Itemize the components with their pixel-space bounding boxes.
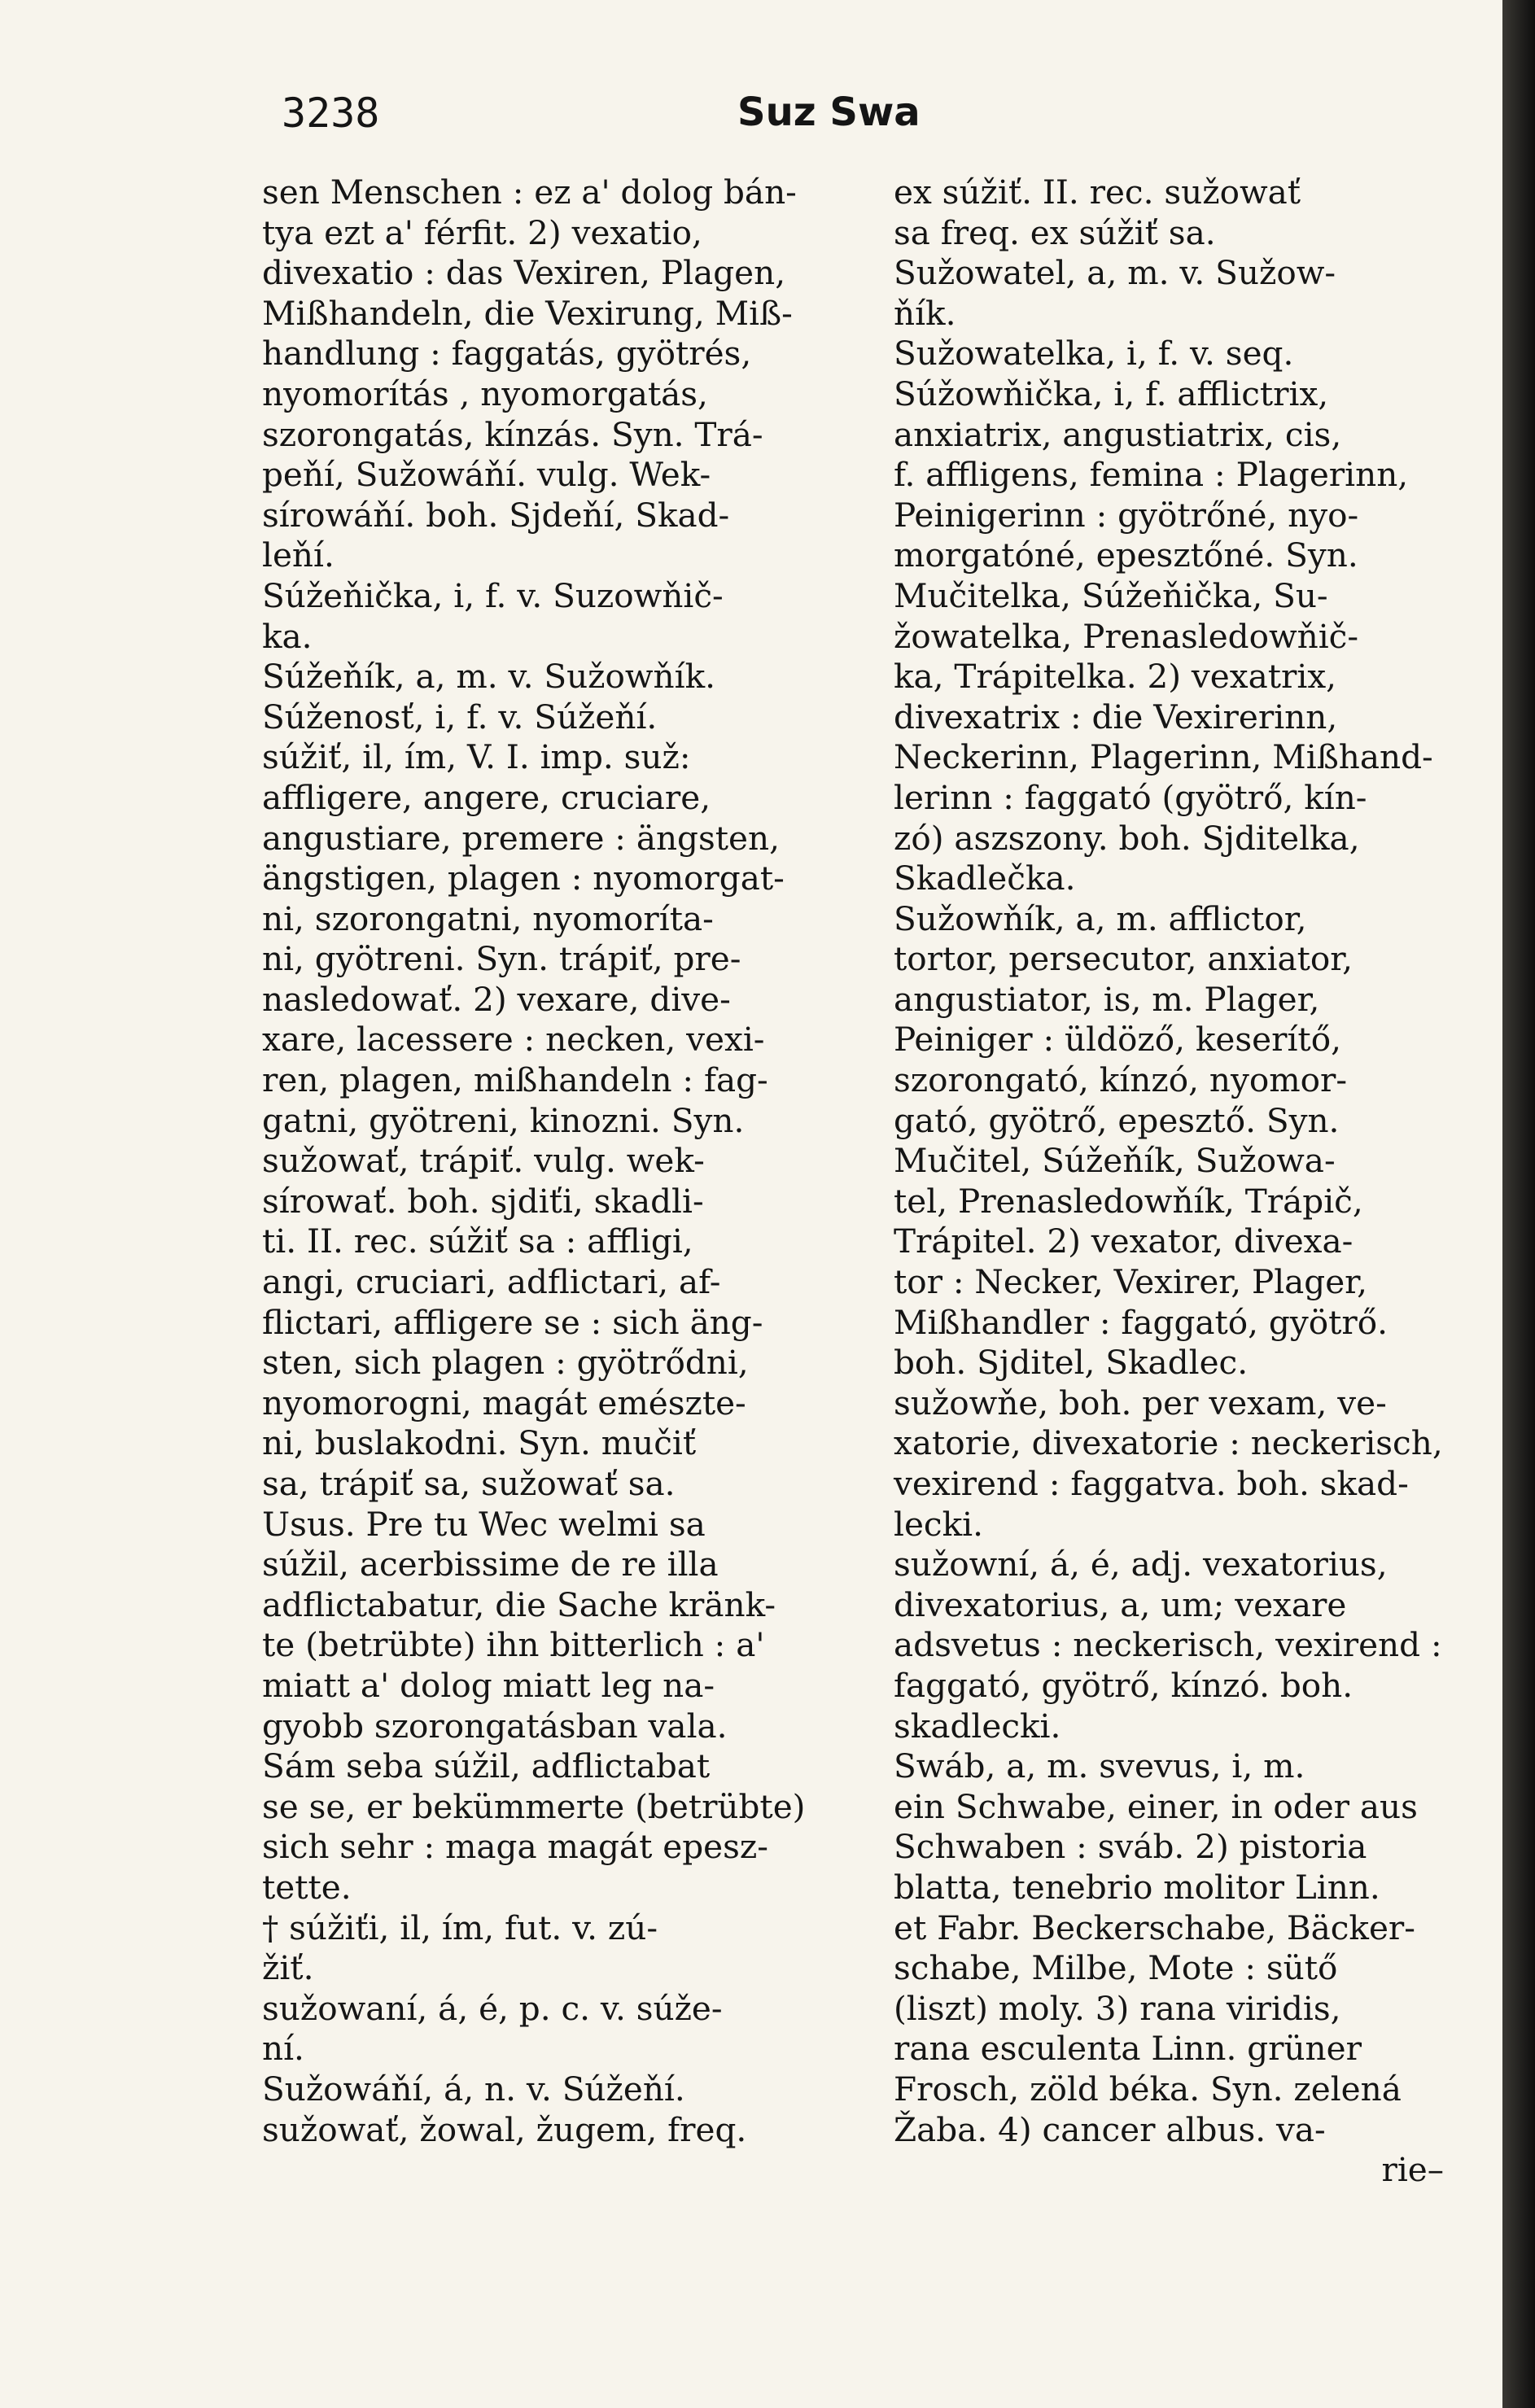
text-line: žowatelka, Prenasledowňič- xyxy=(894,616,1359,656)
text-line: ní. xyxy=(262,2029,304,2069)
text-line: morgatóné, epesztőné. Syn. xyxy=(894,535,1358,575)
text-line: ka, Trápitelka. 2) vexatrix, xyxy=(894,657,1337,697)
text-line: ein Schwabe, einer, in oder aus xyxy=(894,1786,1418,1826)
text-line: sužowaní, á, é, p. c. v. súže- xyxy=(262,1988,723,2028)
text-line: vexirend : faggatva. boh. skad- xyxy=(894,1464,1409,1503)
text-line: sírowáňí. boh. Sjdeňí, Skad- xyxy=(262,495,730,535)
text-line: rie– xyxy=(1381,2150,1444,2190)
text-line: miatt a' dolog miatt leg na- xyxy=(262,1665,715,1705)
text-line: (liszt) moly. 3) rana viridis, xyxy=(894,1988,1341,2028)
text-line: Súžeňík, a, m. v. Sužowňík. xyxy=(262,657,715,697)
text-line: blatta, tenebrio molitor Linn. xyxy=(894,1867,1380,1907)
text-line: Sužowáňí, á, n. v. Súžeňí. xyxy=(262,2069,685,2109)
text-line: ängstigen, plagen : nyomorgat- xyxy=(262,859,785,898)
text-line: † súžiťi, il, ím, fut. v. zú- xyxy=(262,1908,658,1947)
text-line: ni, gyötreni. Syn. trápiť, pre- xyxy=(262,939,741,979)
text-line: ka. xyxy=(262,616,313,656)
text-line: handlung : faggatás, gyötrés, xyxy=(262,334,752,374)
text-line: f. affligens, femina : Plagerinn, xyxy=(894,455,1409,495)
text-line: sich sehr : maga magát epesz- xyxy=(262,1827,768,1867)
text-line: Mißhandler : faggató, gyötrő. xyxy=(894,1302,1388,1342)
text-line: schabe, Milbe, Mote : sütő xyxy=(894,1948,1338,1988)
text-line: sten, sich plagen : gyötrődni, xyxy=(262,1343,749,1383)
text-line: súžil, acerbissime de re illa xyxy=(262,1545,719,1584)
text-line: Schwaben : sváb. 2) pistoria xyxy=(894,1827,1367,1867)
text-line: boh. Sjditel, Skadlec. xyxy=(894,1343,1249,1383)
text-line: rana esculenta Linn. grüner xyxy=(894,2029,1362,2069)
text-line: Usus. Pre tu Wec welmi sa xyxy=(262,1504,706,1544)
left-column xyxy=(262,173,832,2150)
text-line: angustiator, is, m. Plager, xyxy=(894,979,1320,1019)
text-line: sa, trápiť sa, sužowať sa. xyxy=(262,1464,676,1503)
text-line: Neckerinn, Plagerinn, Mißhand- xyxy=(894,737,1433,777)
text-line: divexatrix : die Vexirerinn, xyxy=(894,697,1338,736)
page-number: 3238 xyxy=(282,90,380,137)
text-line: ni, buslakodni. Syn. mučiť xyxy=(262,1423,697,1463)
text-line: ex súžiť. II. rec. sužowať xyxy=(894,173,1301,212)
text-line: súžiť, il, ím, V. I. imp. suž: xyxy=(262,737,691,777)
text-line: gató, gyötrő, epesztő. Syn. xyxy=(894,1100,1340,1140)
text-line: nasledowať. 2) vexare, dive- xyxy=(262,979,731,1019)
text-line: tya ezt a' férfit. 2) vexatio, xyxy=(262,212,702,252)
text-line: skadlecki. xyxy=(894,1706,1061,1746)
text-line: sužowní, á, é, adj. vexatorius, xyxy=(894,1545,1388,1584)
text-line: leňí. xyxy=(262,535,335,575)
text-line: sa freq. ex súžiť sa. xyxy=(894,212,1216,252)
text-line: Peiniger : üldöző, keserítő, xyxy=(894,1020,1341,1060)
text-line: zó) aszszony. boh. Sjditelka, xyxy=(894,818,1360,858)
text-line: Mučitel, Súžeňík, Sužowa- xyxy=(894,1141,1336,1181)
text-line: szorongatás, kínzás. Syn. Trá- xyxy=(262,414,763,454)
text-line: adsvetus : neckerisch, vexirend : xyxy=(894,1625,1442,1665)
text-line: gyobb szorongatásban vala. xyxy=(262,1706,728,1746)
text-line: adflictabatur, die Sache kränk- xyxy=(262,1584,776,1624)
text-line: sírowať. boh. sjdiťi, skadli- xyxy=(262,1181,704,1221)
text-line: tor : Necker, Vexirer, Plager, xyxy=(894,1262,1367,1302)
text-line: Mißhandeln, die Vexirung, Miß- xyxy=(262,293,793,333)
text-line: angustiare, premere : ängsten, xyxy=(262,818,780,858)
text-line: tel, Prenasledowňík, Trápič, xyxy=(894,1181,1363,1221)
running-head: Suz Swa xyxy=(737,90,921,135)
text-line: ni, szorongatni, nyomorítа- xyxy=(262,898,714,938)
text-line: faggató, gyötrő, kínzó. boh. xyxy=(894,1665,1354,1705)
text-line: peňí, Sužowáňí. vulg. Wek- xyxy=(262,455,711,495)
text-line: sužowňe, boh. per vexam, ve- xyxy=(894,1383,1387,1423)
text-line: divexatorius, a, um; vexare xyxy=(894,1584,1347,1624)
text-line: Frosch, zöld béka. Syn. zelená xyxy=(894,2069,1402,2109)
text-line: žiť. xyxy=(262,1948,314,1988)
text-line: Sužowatelka, i, f. v. seq. xyxy=(894,334,1294,374)
text-line: Skadlečka. xyxy=(894,859,1076,898)
text-line: ti. II. rec. súžiť sa : affligi, xyxy=(262,1221,693,1261)
page-edge-shadow xyxy=(1502,0,1535,2408)
text-line: Sužowatel, a, m. v. Sužow- xyxy=(894,253,1336,293)
text-line: lerinn : faggató (gyötrő, kín- xyxy=(894,777,1367,817)
text-line: tette. xyxy=(262,1867,352,1907)
text-line: sen Menschen : ez a' dolog bán- xyxy=(262,173,797,212)
text-line: affligere, angere, cruciare, xyxy=(262,777,711,817)
text-line: sužowať, žowal, žugem, freq. xyxy=(262,2109,747,2149)
text-line: xatorie, divexatorie : neckerisch, xyxy=(894,1423,1443,1463)
text-line: te (betrübte) ihn bitterlich : a' xyxy=(262,1625,765,1665)
text-line: flictari, affligere se : sich äng- xyxy=(262,1302,763,1342)
text-line: Súžeňička, i, f. v. Suzowňič- xyxy=(262,575,724,615)
text-line: se se, er bekümmerte (betrübte) xyxy=(262,1786,806,1826)
text-line: ňík. xyxy=(894,293,956,333)
text-line: Swáb, a, m. svevus, i, m. xyxy=(894,1746,1305,1786)
text-line: Súženosť, i, f. v. Súžeňí. xyxy=(262,697,658,736)
text-line: gatni, gyötreni, kinozni. Syn. xyxy=(262,1100,745,1140)
text-line: Sužowňík, a, m. afflictor, xyxy=(894,898,1307,938)
text-line: xare, lacessere : necken, vexi- xyxy=(262,1020,765,1060)
text-line: Žaba. 4) cancer albus. va- xyxy=(894,2109,1326,2149)
text-line: Mučitelka, Súžeňička, Su- xyxy=(894,575,1328,615)
text-line: Peinigerinn : gyötrőné, nyo- xyxy=(894,495,1359,535)
text-line: divexatio : das Vexiren, Plagen, xyxy=(262,253,786,293)
text-line: ren, plagen, mißhandeln : fag- xyxy=(262,1060,768,1100)
text-line: nyomorogni, magát emészte- xyxy=(262,1383,746,1423)
text-line: lecki. xyxy=(894,1504,983,1544)
text-line: Sám seba súžil, adflictabat xyxy=(262,1746,711,1786)
text-line: tortor, persecutor, anxiator, xyxy=(894,939,1354,979)
text-line: angi, cruciari, adflictari, af- xyxy=(262,1262,721,1302)
right-column xyxy=(894,173,1463,2191)
text-line: szorongató, kínzó, nyomor- xyxy=(894,1060,1348,1100)
text-line: et Fabr. Beckerschabe, Bäcker- xyxy=(894,1908,1415,1947)
text-line: nyomorítás , nyomorgatás, xyxy=(262,374,708,413)
text-line: Trápitel. 2) vexator, divexa- xyxy=(894,1221,1354,1261)
text-line: sužowať, trápiť. vulg. wek- xyxy=(262,1141,705,1181)
text-line: Súžowňička, i, f. afflictrix, xyxy=(894,374,1329,413)
text-line: anxiatrix, angustiatrix, cis, xyxy=(894,414,1342,454)
